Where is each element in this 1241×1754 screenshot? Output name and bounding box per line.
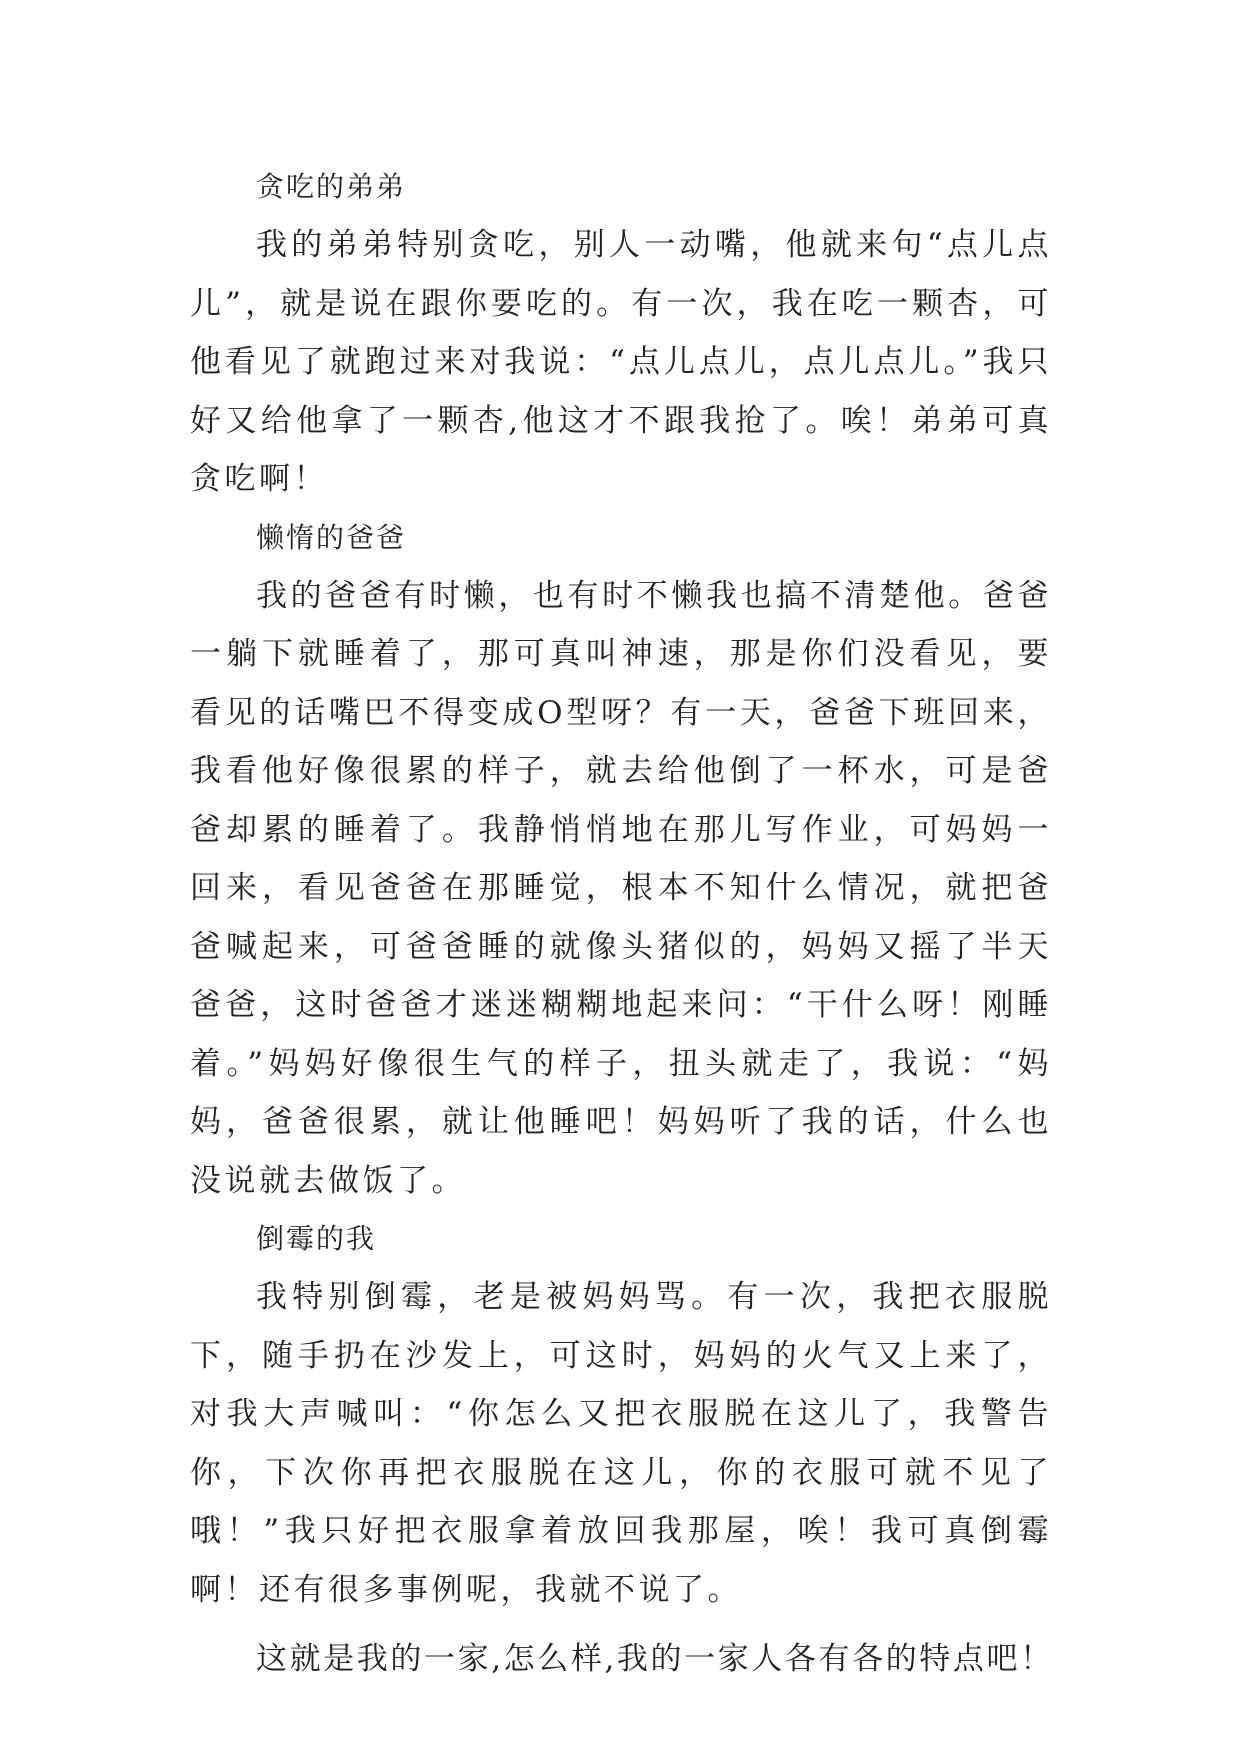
essay-body [190, 158, 1052, 1688]
section-heading: 懒惰的爸爸 [256, 520, 407, 554]
section-paragraph: 我特别倒霉，老是被妈妈骂。有一次，我把衣服脱下，随手扔在沙发上，可这时，妈妈的火气又上来了，对我大声喊叫：“你怎么又把衣服脱在这儿了，我警告你，下次你再把衣服脱在这儿，你的衣服可就不见了哦！”我只好把衣服拿着放回我那屋，唉！我可真倒霉啊！还有很多事例呢，我就不说了。 [190, 1279, 1052, 1608]
closing-paragraph: 这就是我的一家,怎么样,我的一家人各有各的特点吧！ [256, 1641, 1054, 1677]
section-heading: 倒霉的我 [256, 1222, 377, 1255]
section-paragraph: 我的弟弟特别贪吃，别人一动嘴，他就来句“点儿点儿”，就是说在跟你要吃的。有一次，我在吃一颗杏，可他看见了就跑过来对我说：“点儿点儿，点儿点儿。”我只好又给他拿了一颗杏,他这才不跟我抢了。唉！弟弟可真贪吃啊！ [190, 227, 1052, 497]
section-heading: 贪吃的弟弟 [256, 170, 407, 203]
section-paragraph: 我的爸爸有时懒，也有时不懒我也搞不清楚他。爸爸一躺下就睡着了，那可真叫神速，那是你们没看见，要看见的话嘴巴不得变成O型呀？有一天，爸爸下班回来，我看他好像很累的样子，就去给他倒了一杯水，可是爸爸却累的睡着了。我静悄悄地在那儿写作业，可妈妈一回来，看见爸爸在那睡觉，根本不知什么情况，就把爸爸喊起来，可爸爸睡的就像头猪似的，妈妈又摇了半天爸爸，这时爸爸才迷迷糊糊地起来问：“干什么呀！刚睡着。”妈妈好像很生气的样子，扭头就走了，我说：“妈妈，爸爸很累，就让他睡吧！妈妈听了我的话，什么也没说就去做饭了。 [190, 577, 1052, 1199]
